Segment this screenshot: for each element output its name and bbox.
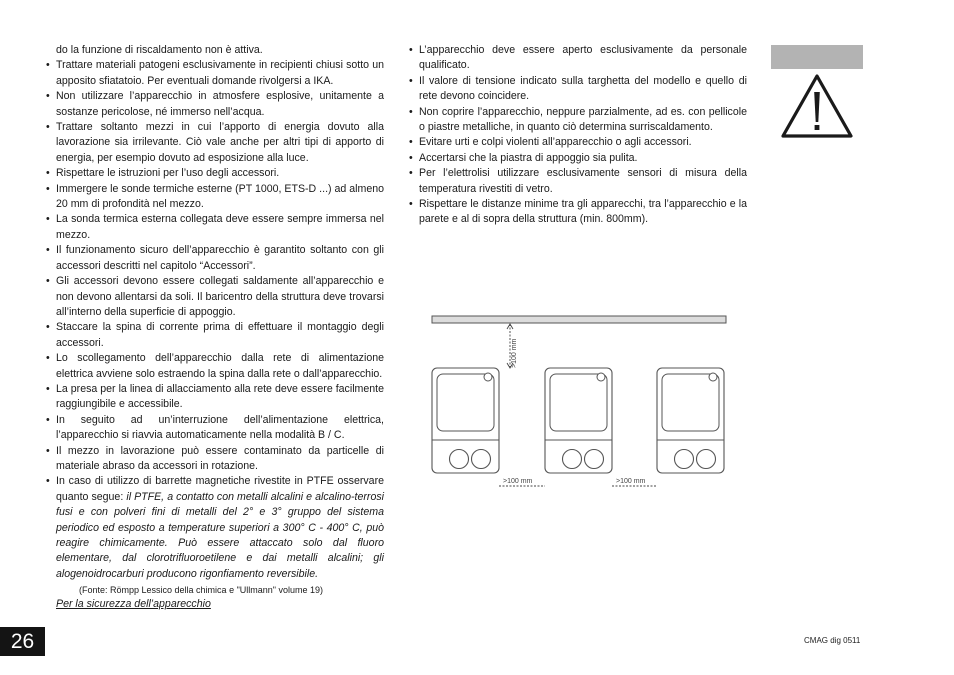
bullet-text: L’apparecchio deve essere aperto esclusivamente da personale qualificato. <box>419 44 747 72</box>
bullet-text: Gli accessori devono essere collegati saldamente all’apparecchio e non devono allentarsi da soli. Il baricentro della struttura deve trovarsi all’interno della superficie di appoggio. <box>56 275 384 318</box>
bullet-item <box>46 182 384 213</box>
bullet-text: La sonda termica esterna collegata deve essere sempre immersa nel mezzo. <box>56 213 384 241</box>
bullet-text: Lo scollegamento dell’apparecchio dalla rete di alimentazione elettrica avviene solo estraendo la spina dalla rete o dall’apparecchio. <box>56 352 384 380</box>
bullet-item <box>46 58 384 89</box>
bullet-text: Trattare materiali patogeni esclusivamente in recipienti chiusi sotto un apposito sfiatatoio. Per eventuali domande rivolgersi a IKA. <box>56 59 384 87</box>
bullet-item <box>46 413 384 444</box>
bullet-item <box>409 105 747 136</box>
warning-triangle-icon <box>780 72 854 140</box>
bullet-text: Staccare la spina di corrente prima di effettuare il montaggio degli accessori. <box>56 321 384 349</box>
bullet-text: Per l’elettrolisi utilizzare esclusivamente sensori di misura della temperatura rivestiti di vetro. <box>419 167 747 195</box>
bullet-text: In seguito ad un’interruzione dell’alimentazione elettrica, l’apparecchio si riavvia automaticamente nella modalità B / C. <box>56 413 384 442</box>
device-1 <box>432 368 499 473</box>
italic-note: il PTFE, a contatto con metalli alcalini e alcalino-terrosi fusi e con polveri fini di metalli del 2° e 3° gruppo del sistema periodico ed esposto a temperature superiori a 300° C - 400° C, può reagire chimicamente. Può essere attaccato solo dal fluoro elementare, dal clorotrifluoroetilene e dai metalli alcalini; gli alogenoidrocarburi producono rigonfiamento reversibile. <box>56 490 384 580</box>
bullet-item <box>46 474 384 582</box>
device-2 <box>545 368 612 473</box>
continued-text: do la funzione di riscaldamento non è attiva. <box>56 44 263 56</box>
bullet-text: Evitare urti e colpi violenti all’apparecchio o agli accessori. <box>419 136 692 149</box>
bullet-item <box>46 120 384 166</box>
bullet-text: Il valore di tensione indicato sulla targhetta del modello e quello di rete devono coincidere. <box>419 74 747 103</box>
bullet-item <box>46 243 384 274</box>
spacing-diagram <box>428 310 732 496</box>
bullet-item <box>46 166 384 181</box>
gap-label-2: >100 mm <box>616 478 646 485</box>
bullet-item <box>46 351 384 382</box>
bullet-item <box>409 197 747 228</box>
left-column <box>46 43 384 613</box>
device-3 <box>657 368 724 473</box>
bullet-text: Il mezzo in lavorazione può essere contaminato da particelle di materiale abraso da accessori in rotazione. <box>56 444 384 472</box>
bullet-text: Non utilizzare l’apparecchio in atmosfere esplosive, unitamente a sostanze pericolose, né immerso nell’acqua. <box>56 90 384 118</box>
bullet-text: Trattare soltanto mezzi in cui l’apporto di energia dovuto alla lavorazione sia irrilevante. Ciò vale anche per altri tipi di apporto di energia, per esempio dovuto ad esposizione alla luce. <box>56 121 384 164</box>
bullet-item <box>46 212 384 243</box>
bullet-item <box>46 444 384 475</box>
page-number: 26 <box>0 627 45 656</box>
section-tab <box>771 45 863 69</box>
bullet-item <box>409 43 747 74</box>
bullet-text: Il funzionamento sicuro dell’apparecchio è garantito soltanto con gli accessori descritti nel capitolo “Accessori”. <box>56 244 384 272</box>
shelf-bar <box>432 316 726 323</box>
bullet-item <box>409 135 747 150</box>
gap-label-1: >100 mm <box>503 478 533 485</box>
bullet-item <box>46 320 384 351</box>
source-note: (Fonte: Römpp Lessico della chimica e "Ullmann" volume 19) <box>79 585 323 596</box>
bullet-text: Rispettare le istruzioni per l’uso degli accessori. <box>56 167 280 180</box>
right-column <box>409 43 747 228</box>
bullet-text: Rispettare le distanze minime tra gli apparecchi, tra l’apparecchio e la parete e al di sopra della struttura (min. 800mm). <box>419 198 747 226</box>
bullet-item <box>409 166 747 197</box>
bullet-item <box>46 382 384 413</box>
bullet-text: La presa per la linea di allacciamento alla rete deve essere facilmente raggiungibile e accessibile. <box>56 382 384 411</box>
bullet-text: Non coprire l’apparecchio, neppure parzialmente, ad es. con pellicole o piastre metalliche, in quanto ciò determina surriscaldamento. <box>419 105 747 134</box>
safety-section-link[interactable]: Per la sicurezza dell’apparecchio <box>56 598 211 611</box>
bullet-item <box>46 89 384 120</box>
bullet-text: In caso di utilizzo di barrette magnetiche rivestite in PTFE osservare quanto segue: <box>56 475 384 503</box>
bullet-item <box>409 74 747 105</box>
bullet-text: Accertarsi che la piastra di appoggio sia pulita. <box>419 151 638 164</box>
vertical-distance-label: >100 mm <box>511 338 518 368</box>
document-code: CMAG dig 0511 <box>804 636 861 645</box>
bullet-item <box>409 151 747 166</box>
bullet-item <box>46 274 384 320</box>
bullet-text: Immergere le sonde termiche esterne (PT 1000, ETS-D ...) ad almeno 20 mm di profondità nel mezzo. <box>56 182 384 211</box>
